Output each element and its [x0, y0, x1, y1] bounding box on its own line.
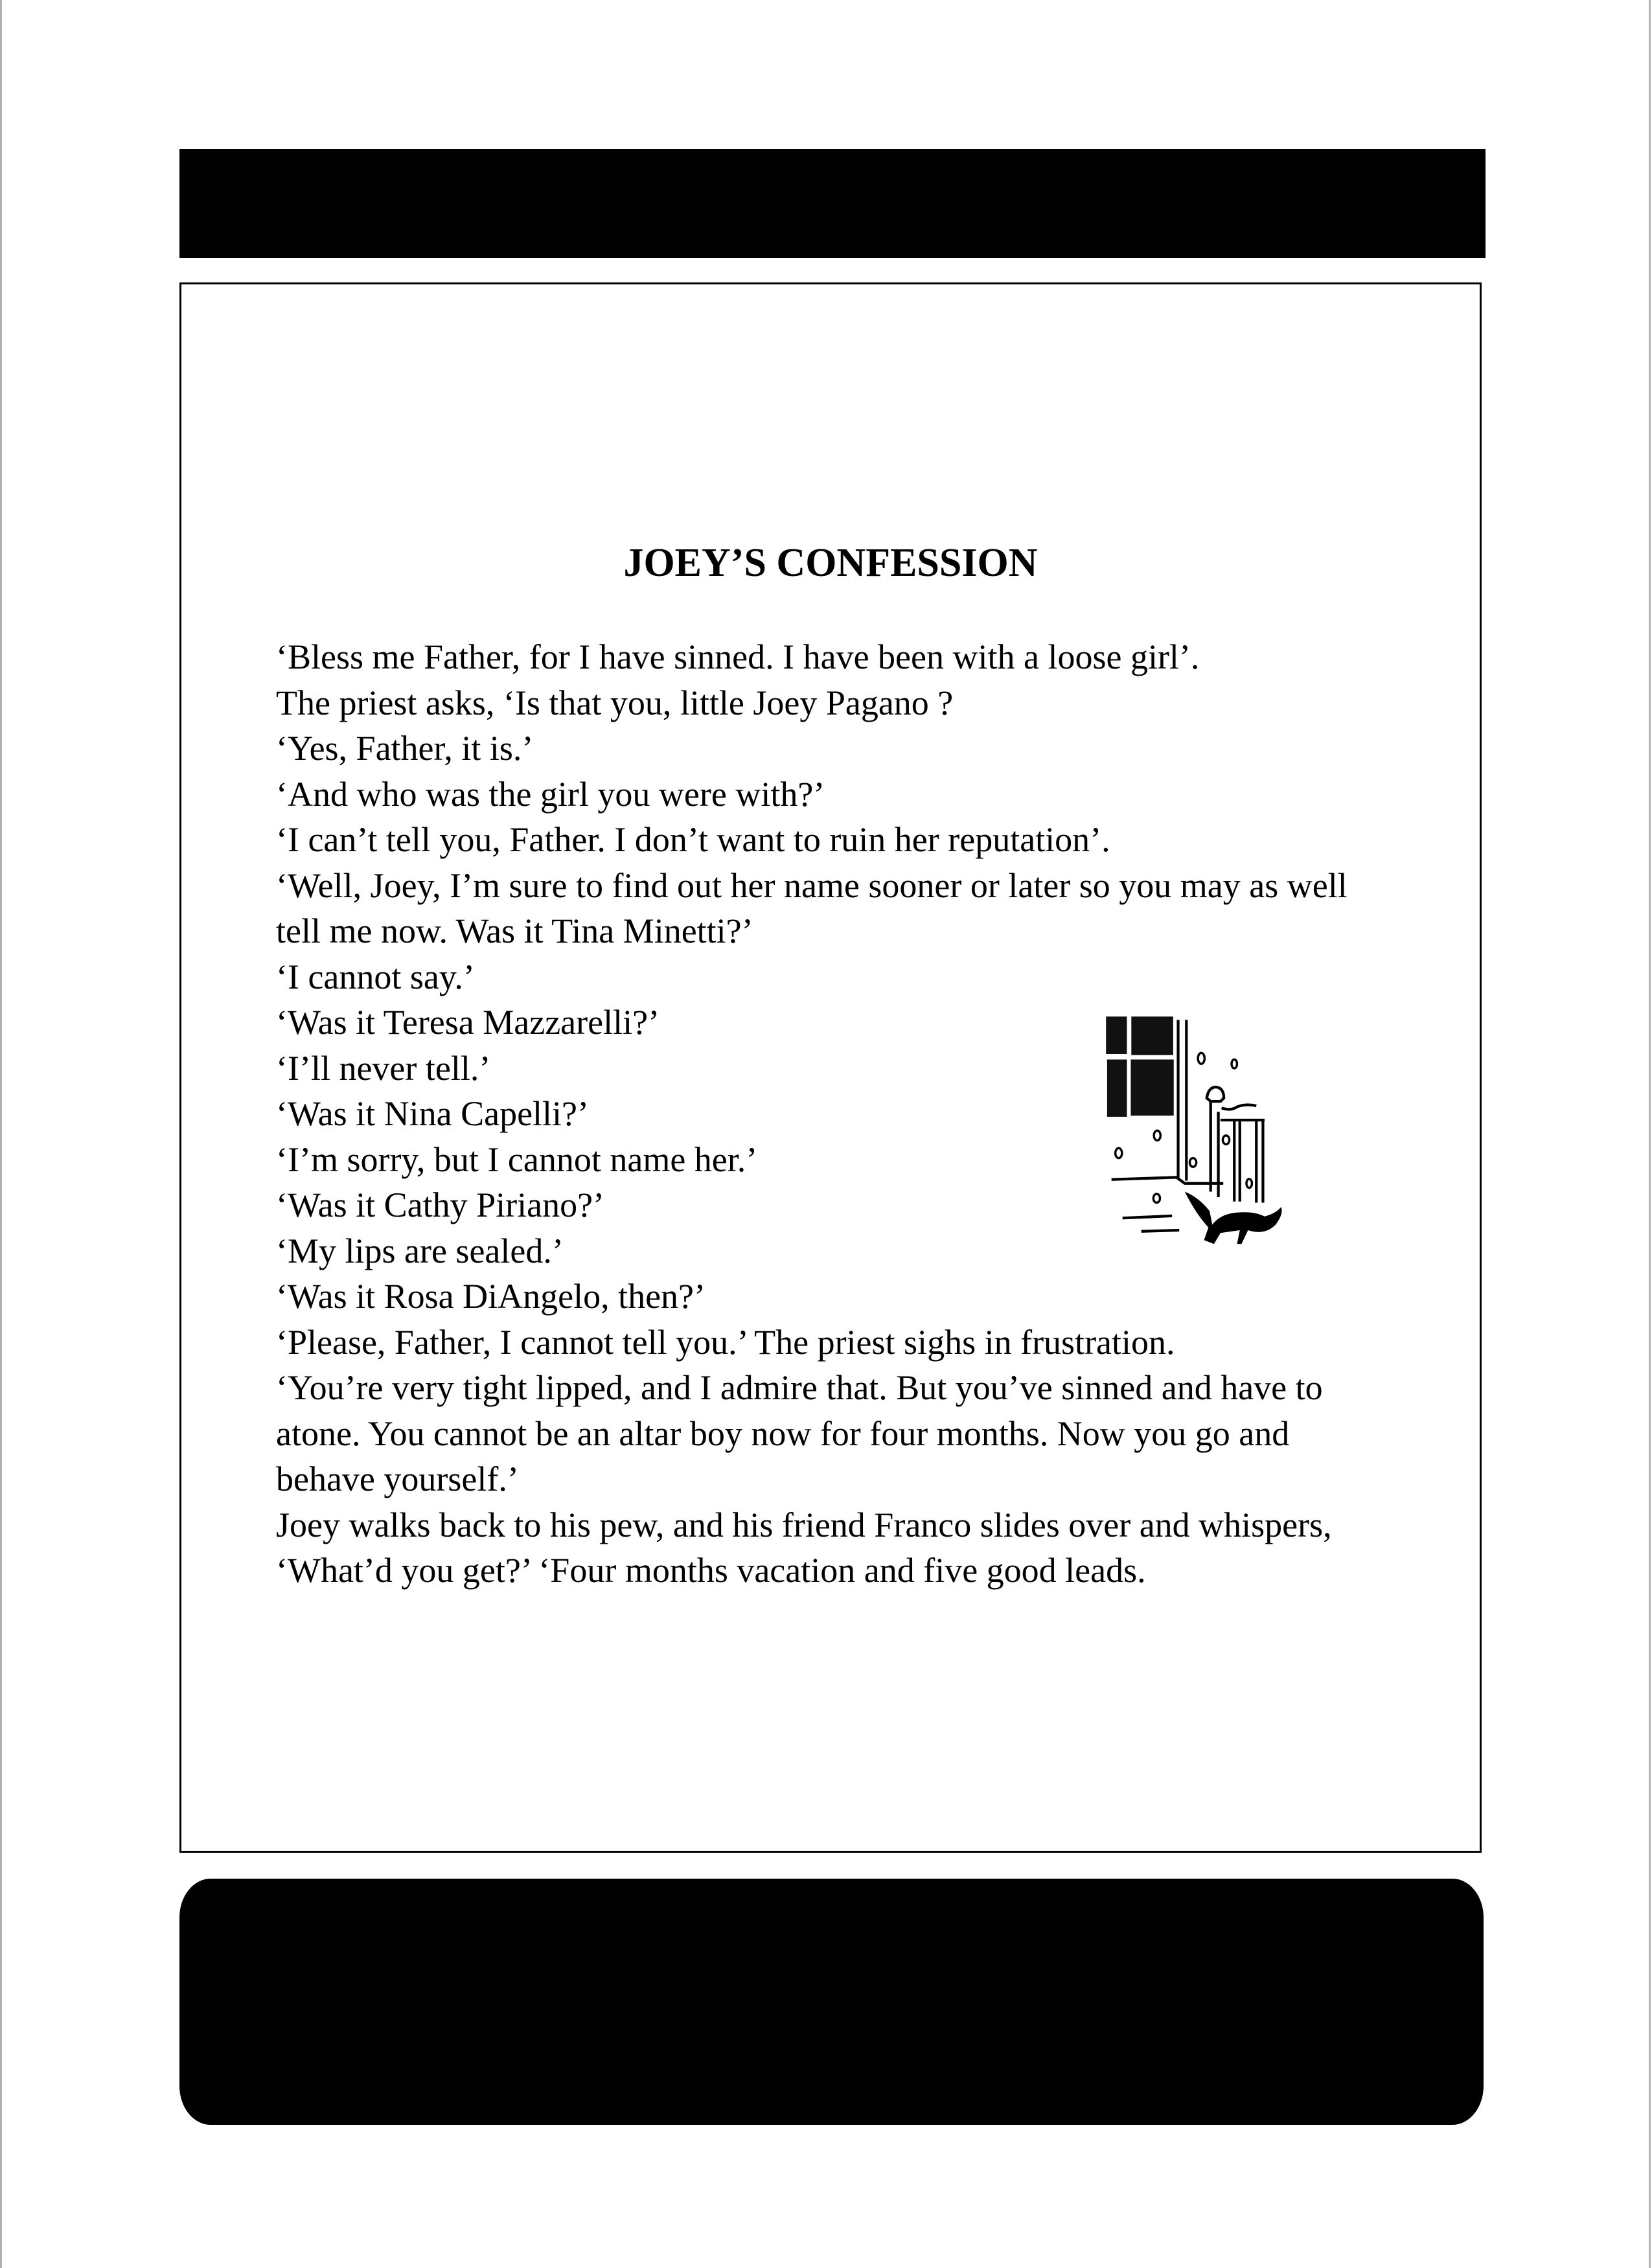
story-line: atone. You cannot be an altar boy now for four months. Now you go and — [276, 1414, 1290, 1453]
window-pane-icon — [1130, 1060, 1173, 1116]
story-line: behave yourself.’ — [276, 1460, 519, 1498]
story-line: tell me now. Was it Tina Minetti?’ — [276, 911, 753, 950]
snowy-door-cat-illustration — [1088, 983, 1309, 1257]
scan-edge-left — [0, 0, 2, 2268]
story-line: ‘Yes, Father, it is.’ — [276, 729, 534, 768]
story-line: ‘My lips are sealed.’ — [276, 1231, 564, 1270]
story-line: ‘And who was the girl you were with?’ — [276, 774, 825, 814]
story-line: ‘I’m sorry, but I cannot name her.’ — [276, 1140, 758, 1179]
scan-edge-right — [1649, 0, 1651, 2268]
story-line: ‘Was it Rosa DiAngelo, then?’ — [276, 1277, 706, 1316]
story-title: JOEY’S CONFESSION — [623, 541, 1038, 585]
story-box — [179, 282, 1482, 1853]
header-black-bar — [179, 149, 1486, 258]
window-pane-icon — [1107, 1060, 1127, 1117]
story-line: ‘Was it Nina Capelli?’ — [276, 1094, 589, 1133]
story-line: ‘Please, Father, I cannot tell you.’ The priest sighs in frustration. — [276, 1322, 1175, 1362]
window-pane-icon — [1131, 1016, 1173, 1055]
window-pane-icon — [1106, 1016, 1127, 1054]
story-line: Joey walks back to his pew, and his friend Franco slides over and whispers, — [276, 1505, 1332, 1544]
story-line: ‘I’ll never tell.’ — [276, 1048, 491, 1088]
story-line: ‘I cannot say.’ — [276, 957, 475, 996]
story-line: ‘Was it Teresa Mazzarelli?’ — [276, 1003, 660, 1042]
footer-black-box — [179, 1879, 1484, 2125]
story-line: ‘Well, Joey, I’m sure to find out her name sooner or later so you may as well — [276, 865, 1348, 905]
story-line: The priest asks, ‘Is that you, little Joey Pagano ? — [276, 683, 954, 722]
story-line: ‘What’d you get?’ ‘Four months vacation and five good leads. — [276, 1551, 1146, 1590]
story-line: ‘I can’t tell you, Father. I don’t want to ruin her reputation’. — [276, 820, 1110, 859]
story-line: ‘Bless me Father, for I have sinned. I have been with a loose girl’. — [276, 637, 1200, 676]
story-line: ‘Was it Cathy Piriano?’ — [276, 1186, 605, 1224]
story-line: ‘You’re very tight lipped, and I admire that. But you’ve sinned and have to — [276, 1368, 1323, 1407]
